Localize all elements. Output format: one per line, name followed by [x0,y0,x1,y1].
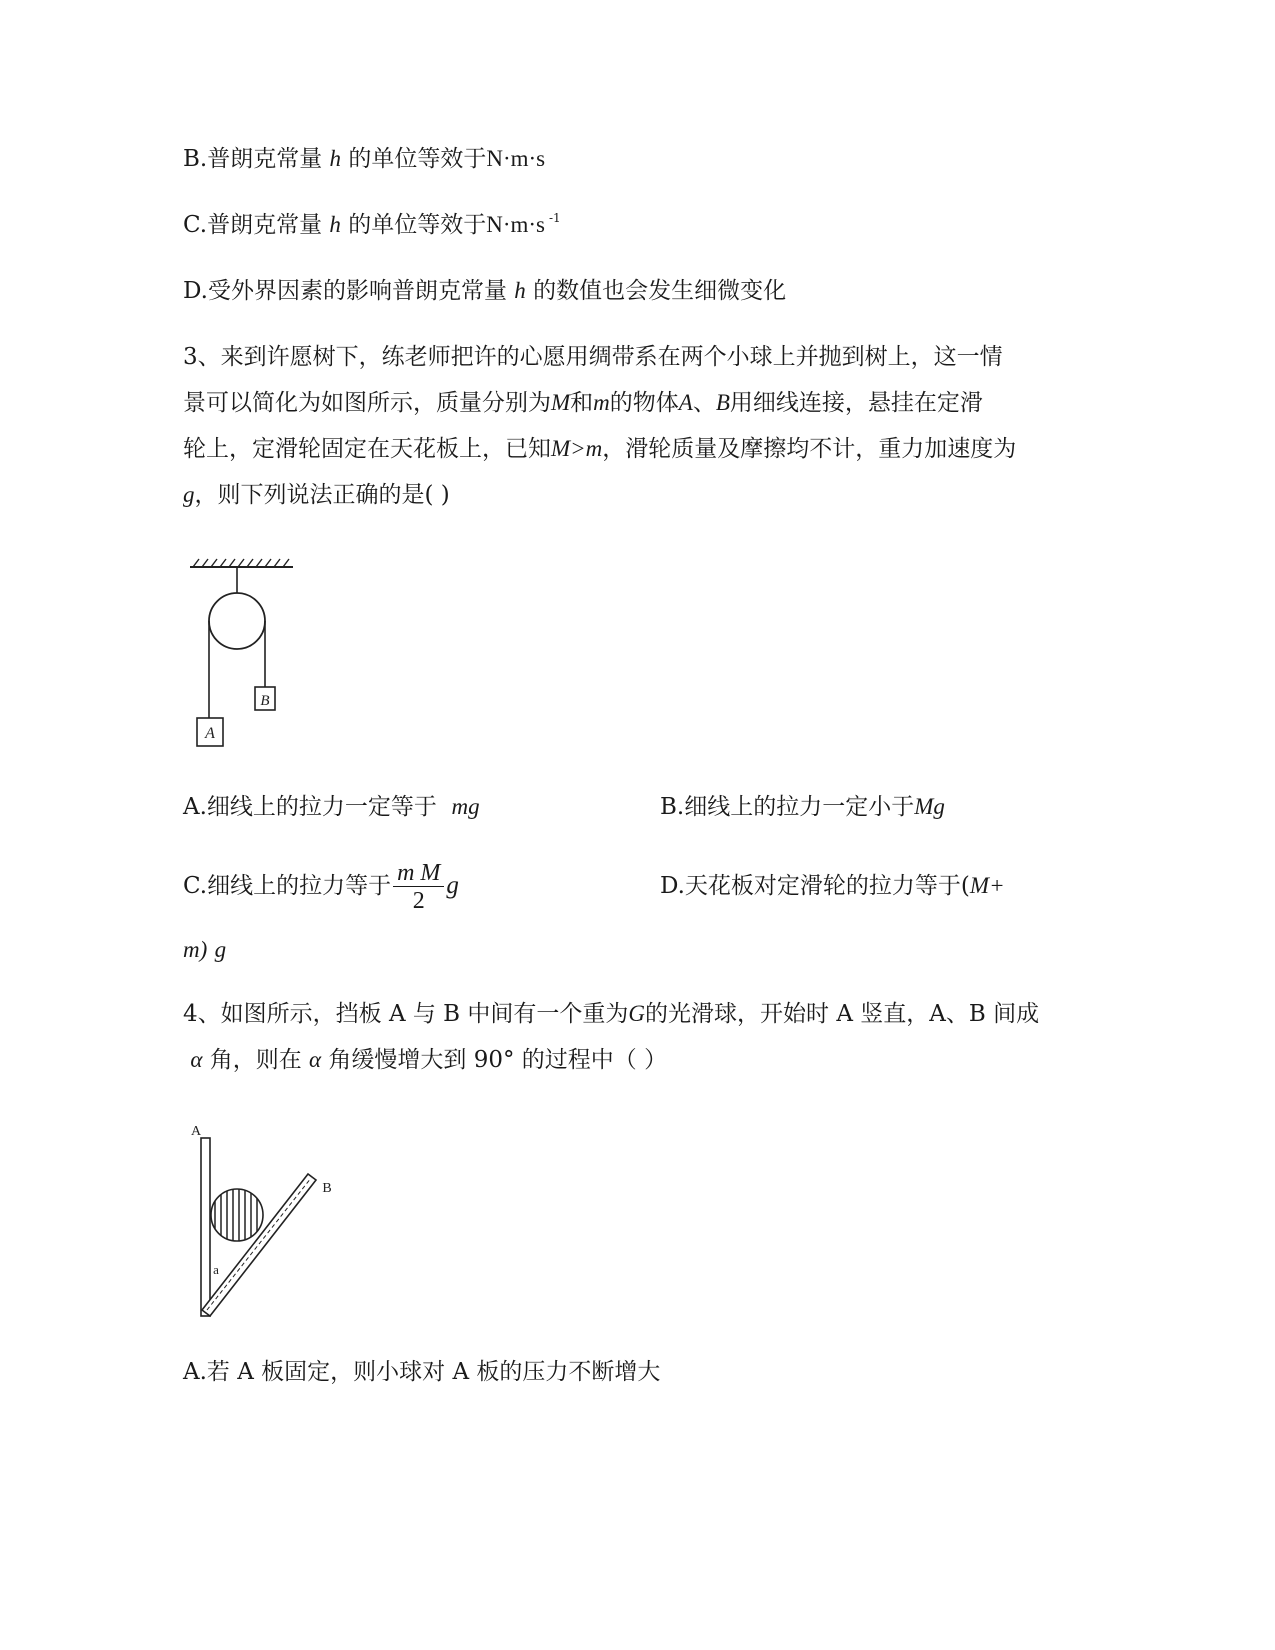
q4-stem-line1: 4、如图所示，挡板 A 与 B 中间有一个重为G的光滑球，开始时 A 竖直，A、B 间成 [183,1001,1040,1027]
block-a-label: A [205,725,215,742]
q3-stem-line1: 3、来到许愿树下，练老师把许的心愿用绸带系在两个小球上并抛到树上，这一情 [183,344,1003,370]
q3-stem-line4: g，则下列说法正确的是( ) [183,482,450,508]
block-b-label: B [260,693,270,709]
angle-label: a [213,1262,219,1277]
fraction: $\frac{\text{m M}}{2}$ [393,860,444,915]
q4-stem-line2: α 角，则在 α 角缓慢增大到 90° 的过程中（ ） [190,1047,668,1073]
unit-text: N·m·s [486,212,545,237]
q3-stem-line2: 景可以简化为如图所示，质量分别为M和m的物体A、B用细线连接，悬挂在定滑 [183,390,983,416]
q2-option-c: C.普朗克常量 h 的单位等效于N·m·s $^{-1}$ [183,211,561,238]
board-a-label: A [190,1124,202,1139]
exponent: -1 [549,211,561,225]
board-b-label: B [322,1181,332,1196]
q3-option-b: B.细线上的拉力一定小于Mg [660,794,945,820]
q3-option-a: A.细线上的拉力一定等于 mg [183,794,480,820]
q2-option-d: D.受外界因素的影响普朗克常量 h 的数值也会发生细微变化 [183,278,787,304]
q3-stem-line3: 轮上，定滑轮固定在天花板上，已知M>m，滑轮质量及摩擦均不计，重力加速度为 [183,436,1017,462]
baffle-figure [185,1118,345,1323]
q2-option-b: B.普朗克常量 h 的单位等效于N·m·s [183,146,546,172]
pulley-figure [185,555,300,755]
q3-option-c: C.细线上的拉力等于 $\frac{\text{m M}}{2}$ g [183,859,459,914]
q3-option-d: D.天花板对定滑轮的拉力等于(M+ [660,873,1005,899]
q3-option-d-continued: m) g [183,937,227,962]
q4-option-a: A.若 A 板固定，则小球对 A 板的压力不断增大 [183,1359,661,1385]
unit-text: N·m·s [486,146,546,171]
